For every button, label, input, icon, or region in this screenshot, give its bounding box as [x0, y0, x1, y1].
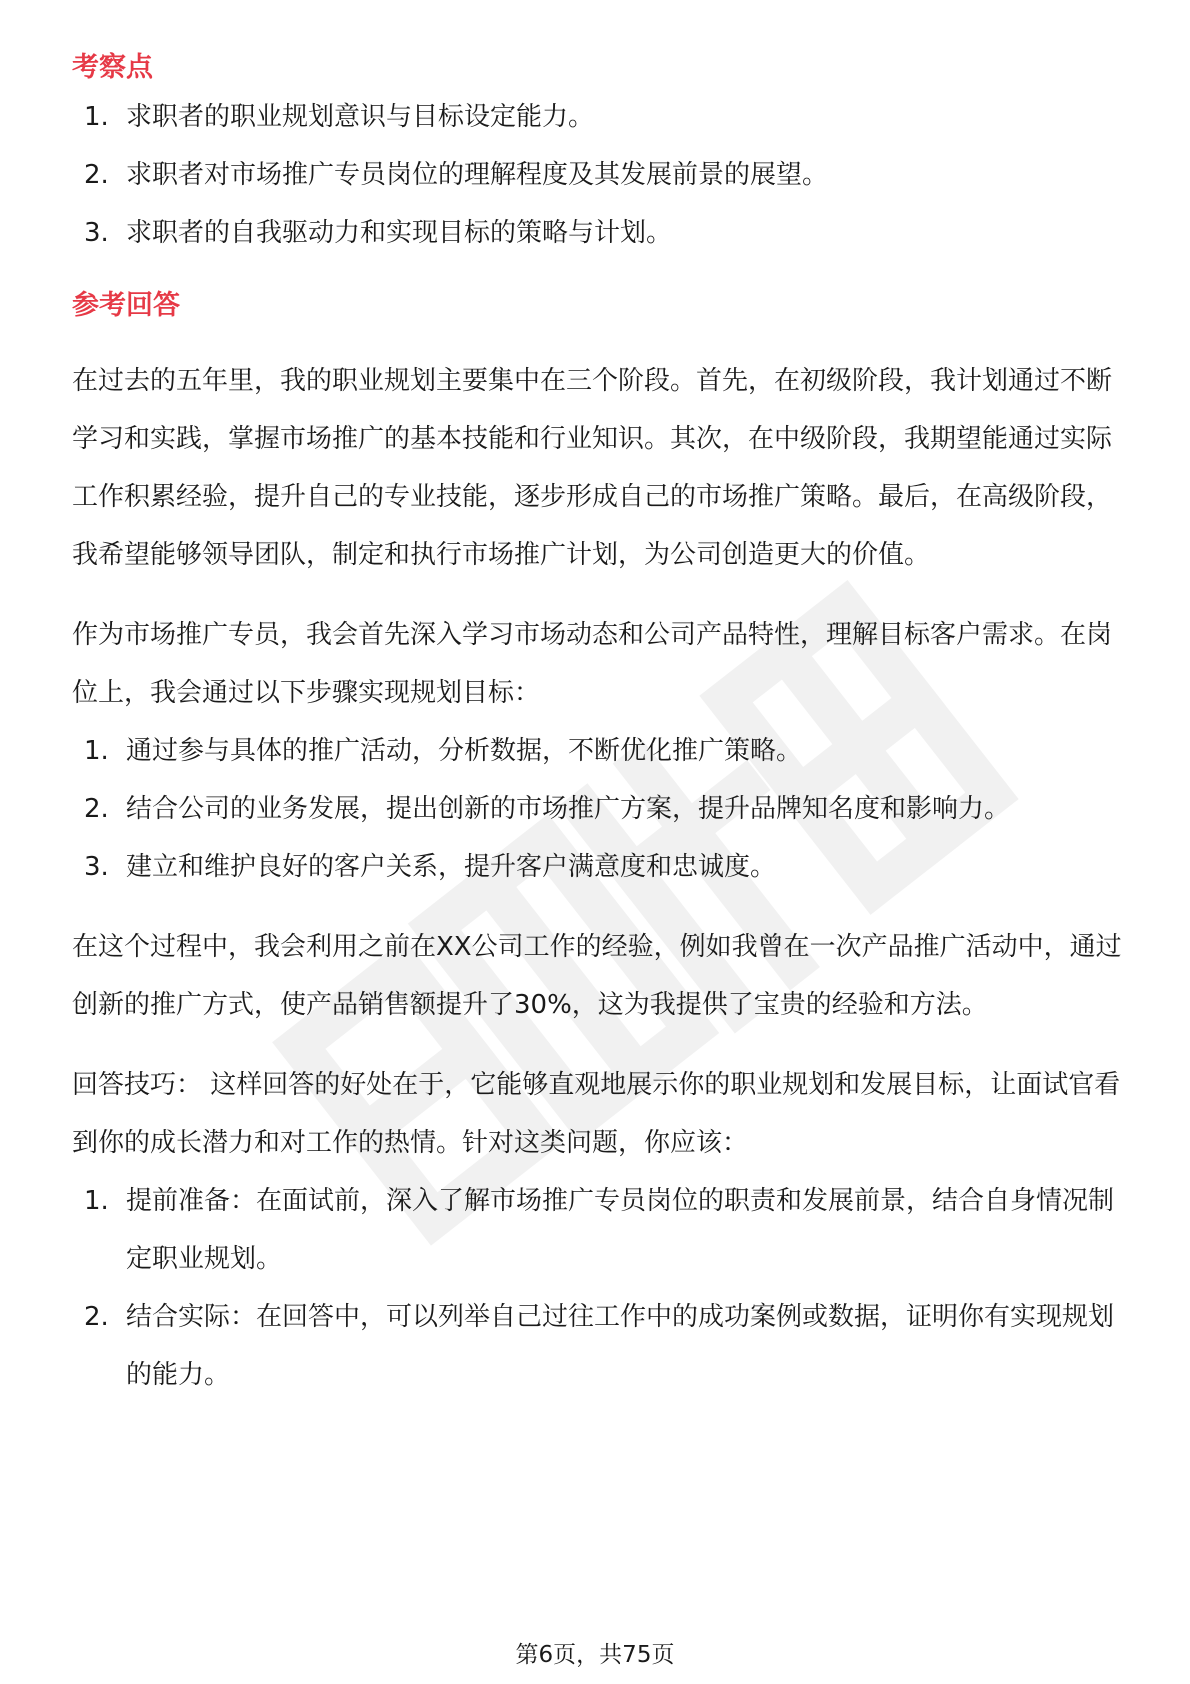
- list-item: [72, 1288, 1132, 1404]
- section-heading-reference-answer: 参考回答: [72, 290, 180, 321]
- list-item-text: 结合公司的业务发展，提出创新的市场推广方案，提升品牌知名度和影响力。: [126, 794, 1011, 824]
- list-item: [72, 838, 1132, 896]
- exam-points-list: [72, 88, 1132, 262]
- list-item-number: 2.: [84, 794, 109, 824]
- list-item-number: 1.: [84, 1186, 109, 1216]
- answer-paragraph-experience: 在这个过程中，我会利用之前在XX公司工作的经验，例如我曾在一次产品推广活动中，通过创新的推广方式，使产品销售额提升了30%，这为我提供了宝贵的经验和方法。: [72, 932, 1122, 1020]
- list-item-number: 1.: [84, 102, 109, 132]
- answer-paragraph-approach: 作为市场推广专员，我会首先深入学习市场动态和公司产品特性，理解目标客户需求。在岗位上，我会通过以下步骤实现规划目标：: [72, 620, 1113, 708]
- list-item: [72, 204, 1132, 262]
- answer-tips-paragraph: 回答技巧： 这样回答的好处在于，它能够直观地展示你的职业规划和发展目标，让面试官看到你的成长潜力和对工作的热情。针对这类问题，你应该：: [72, 1070, 1121, 1158]
- section-heading-exam-points: 考察点: [72, 52, 153, 83]
- list-item-number: 2.: [84, 160, 109, 190]
- list-item-text: 求职者的职业规划意识与目标设定能力。: [126, 102, 595, 132]
- list-item: [72, 1172, 1132, 1288]
- main-content: [72, 46, 1132, 1404]
- answer-paragraph-plan: 在过去的五年里，我的职业规划主要集中在三个阶段。首先，在初级阶段，我计划通过不断学习和实践，掌握市场推广的基本技能和行业知识。其次，在中级阶段，我期望能通过实际工作积累经验，提升自己的专业技能，逐步形成自己的市场推广策略。最后，在高级阶段，我希望能够领导团队，制定和执行市场推广计划，为公司创造更大的价值。: [72, 366, 1113, 570]
- list-item: [72, 780, 1132, 838]
- list-item-text: 提前准备：在面试前，深入了解市场推广专员岗位的职责和发展前景，结合自身情况制定职业规划。: [126, 1186, 1115, 1274]
- list-item-number: 1.: [84, 736, 109, 766]
- list-item: [72, 722, 1132, 780]
- list-item-number: 3.: [84, 218, 109, 248]
- page-number-footer: 第6页，共75页: [515, 1642, 675, 1668]
- list-item-number: 3.: [84, 852, 109, 882]
- list-item-text: 结合实际：在回答中，可以列举自己过往工作中的成功案例或数据，证明你有实现规划的能力。: [126, 1302, 1115, 1390]
- list-item-text: 求职者的自我驱动力和实现目标的策略与计划。: [126, 218, 673, 248]
- steps-list: [72, 722, 1132, 896]
- list-item-text: 求职者对市场推广专员岗位的理解程度及其发展前景的展望。: [126, 160, 829, 190]
- list-item-number: 2.: [84, 1302, 109, 1332]
- list-item: [72, 88, 1132, 146]
- tips-list: [72, 1172, 1132, 1404]
- list-item-text: 通过参与具体的推广活动，分析数据，不断优化推广策略。: [126, 736, 803, 766]
- list-item-text: 建立和维护良好的客户关系，提升客户满意度和忠诚度。: [126, 852, 777, 882]
- list-item: [72, 146, 1132, 204]
